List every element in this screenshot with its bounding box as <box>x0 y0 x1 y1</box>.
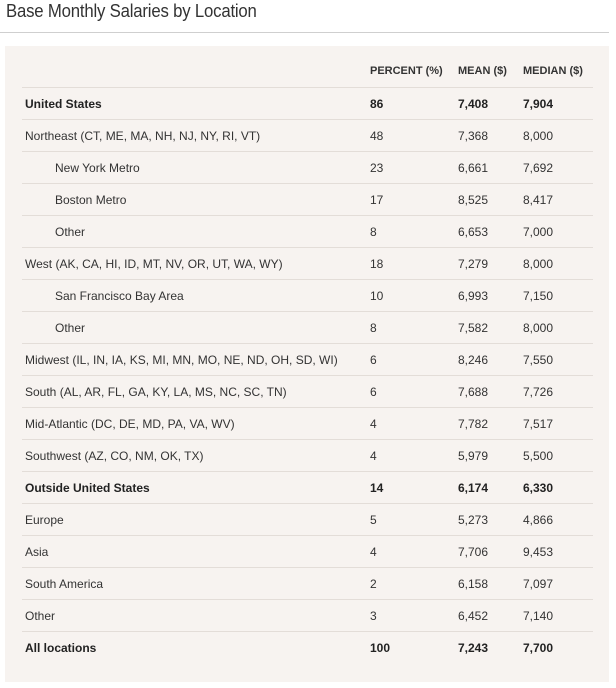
salary-table-panel <box>5 46 609 682</box>
median-cell: 7,904 <box>520 88 593 120</box>
page-title: Base Monthly Salaries by Location <box>6 1 257 21</box>
location-cell: Southwest (AZ, CO, NM, OK, TX) <box>22 440 367 472</box>
table-row <box>22 344 593 376</box>
median-cell: 7,000 <box>520 216 593 248</box>
mean-cell: 7,706 <box>455 536 520 568</box>
table-header <box>22 54 593 88</box>
column-header-location <box>22 54 367 88</box>
median-cell: 7,140 <box>520 600 593 632</box>
median-cell: 7,550 <box>520 344 593 376</box>
mean-cell: 7,582 <box>455 312 520 344</box>
mean-cell: 6,174 <box>455 472 520 504</box>
median-cell: 8,417 <box>520 184 593 216</box>
percent-cell: 2 <box>367 568 455 600</box>
table-row <box>22 88 593 120</box>
percent-cell: 4 <box>367 408 455 440</box>
location-cell: Other <box>22 600 367 632</box>
table-row <box>22 536 593 568</box>
mean-cell: 7,243 <box>458 640 489 655</box>
table-row <box>22 248 593 280</box>
table-row <box>22 280 593 312</box>
table-row <box>22 376 593 408</box>
location-cell: Other <box>22 216 367 248</box>
percent-cell: 18 <box>367 248 455 280</box>
median-cell: 8,000 <box>520 248 593 280</box>
median-cell: 7,150 <box>520 280 593 312</box>
percent-cell: 4 <box>367 440 455 472</box>
median-cell: 7,726 <box>520 376 593 408</box>
mean-cell: 7,782 <box>455 408 520 440</box>
median-cell: 5,500 <box>520 440 593 472</box>
median-cell: 4,866 <box>520 504 593 536</box>
location-cell: San Francisco Bay Area <box>22 280 367 312</box>
percent-cell: 8 <box>367 312 455 344</box>
mean-cell: 8,525 <box>455 184 520 216</box>
table-body <box>22 88 593 664</box>
median-cell: 7,097 <box>520 568 593 600</box>
location-cell: Midwest (IL, IN, IA, KS, MI, MN, MO, NE, ND, OH, SD, WI) <box>22 344 367 376</box>
salary-table <box>22 54 593 663</box>
table-row <box>22 568 593 600</box>
table-row <box>22 152 593 184</box>
percent-cell: 100 <box>370 640 391 655</box>
median-cell: 8,000 <box>520 120 593 152</box>
location-cell: Mid-Atlantic (DC, DE, MD, PA, VA, WV) <box>22 408 367 440</box>
location-cell: All locations <box>25 640 97 655</box>
mean-cell: 6,452 <box>455 600 520 632</box>
table-row <box>22 504 593 536</box>
location-cell: Asia <box>22 536 367 568</box>
percent-cell: 48 <box>367 120 455 152</box>
percent-cell: 86 <box>367 88 455 120</box>
table-row <box>22 120 593 152</box>
median-cell: 7,517 <box>520 408 593 440</box>
percent-cell: 17 <box>367 184 455 216</box>
location-cell: South (AL, AR, FL, GA, KY, LA, MS, NC, SC, TN) <box>22 376 367 408</box>
median-cell: 9,453 <box>520 536 593 568</box>
percent-cell: 8 <box>367 216 455 248</box>
location-cell: Europe <box>22 504 367 536</box>
mean-cell: 5,273 <box>455 504 520 536</box>
mean-cell: 7,408 <box>455 88 520 120</box>
location-cell: Northeast (CT, ME, MA, NH, NJ, NY, RI, VT) <box>22 120 367 152</box>
mean-cell: 6,661 <box>455 152 520 184</box>
location-cell: United States <box>22 88 367 120</box>
column-header-median: MEDIAN ($) <box>520 54 593 88</box>
location-cell: New York Metro <box>22 152 367 184</box>
median-cell: 7,700 <box>523 640 554 655</box>
table-row <box>22 440 593 472</box>
median-cell: 7,692 <box>520 152 593 184</box>
table-row <box>22 312 593 344</box>
percent-cell: 5 <box>367 504 455 536</box>
mean-cell: 7,368 <box>455 120 520 152</box>
median-cell: 6,330 <box>520 472 593 504</box>
title-divider <box>0 32 609 33</box>
mean-cell: 6,158 <box>455 568 520 600</box>
mean-cell: 5,979 <box>455 440 520 472</box>
table-row <box>22 216 593 248</box>
location-cell: Boston Metro <box>22 184 367 216</box>
table-row <box>22 472 593 504</box>
percent-cell: 14 <box>367 472 455 504</box>
mean-cell: 8,246 <box>455 344 520 376</box>
location-cell: Outside United States <box>22 472 367 504</box>
percent-cell: 4 <box>367 536 455 568</box>
location-cell: West (AK, CA, HI, ID, MT, NV, OR, UT, WA, WY) <box>22 248 367 280</box>
column-header-percent: PERCENT (%) <box>367 54 455 88</box>
mean-cell: 6,993 <box>455 280 520 312</box>
table-row <box>22 600 593 632</box>
location-cell: Other <box>22 312 367 344</box>
table-row <box>22 632 593 664</box>
mean-cell: 7,688 <box>455 376 520 408</box>
percent-cell: 10 <box>367 280 455 312</box>
percent-cell: 23 <box>367 152 455 184</box>
percent-cell: 3 <box>367 600 455 632</box>
header-row <box>22 54 593 88</box>
mean-cell: 7,279 <box>455 248 520 280</box>
table-row <box>22 184 593 216</box>
location-cell: South America <box>22 568 367 600</box>
percent-cell: 6 <box>367 376 455 408</box>
mean-cell: 6,653 <box>455 216 520 248</box>
median-cell: 8,000 <box>520 312 593 344</box>
table-row <box>22 408 593 440</box>
percent-cell: 6 <box>367 344 455 376</box>
column-header-mean: MEAN ($) <box>455 54 520 88</box>
